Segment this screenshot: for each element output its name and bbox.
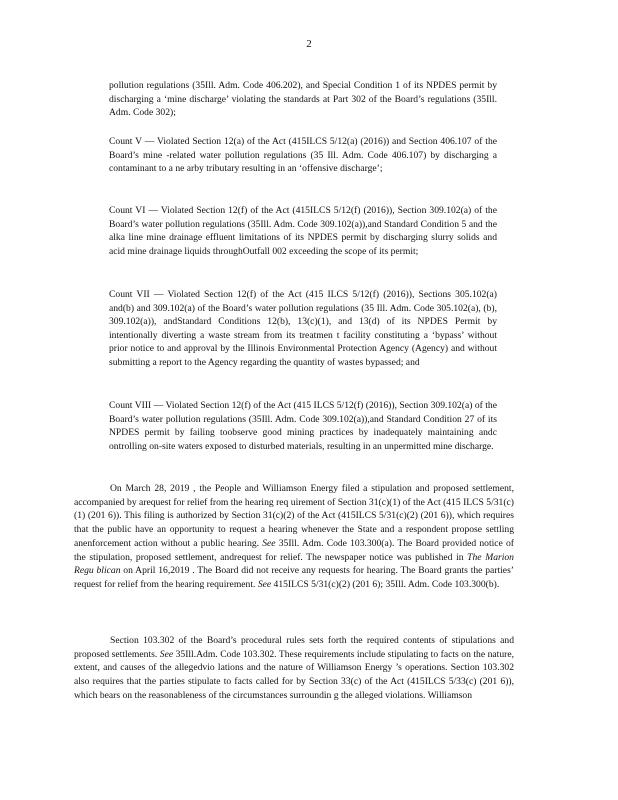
stipulation-paragraph — [74, 482, 514, 592]
procedural-rules-paragraph — [74, 634, 514, 703]
see-signal: See — [262, 537, 276, 549]
count-iv-continuation: pollution regulations (35Ill. Adm. Code 406.202), and Special Condition 1 of its NPDES permit by discharging a ‘mine discharge’ violating the standards at Part 302 of the Board’s regulations (35Ill. Adm. Code 302); — [109, 80, 497, 119]
rules-text-1: Section 103.302 of the Board’s procedural rules sets forth the required contents of stipulations and proposed settlements. — [74, 635, 514, 660]
newspaper-name: The Marion Regu blican — [74, 551, 514, 577]
count-v: Count V — Violated Section 12(a) of the Act (415ILCS 5/12(a) (2016)) and Section 406.107 of the Board’s mine -related water pollution regulations (35 Ill. Adm. Code 406.107) by discharging a contaminant to a ne arby tributary resulting in an ‘offensive discharge’; — [109, 136, 497, 175]
see-signal: See — [159, 648, 174, 660]
count-vi: Count VI — Violated Section 12(f) of the Act (415ILCS 5/12(f) (2016)), Section 309.102(a) of the Board’s water pollution regulations (35Ill. Adm. Code 309.102(a)),and Standard Condition 5 and the alka line mine drainage effluent limitations of its NPDES permit by discharging slurry solids and acid mine drainage liquids throughOutfall 002 exceeding the scope of its permit; — [109, 205, 497, 257]
stipulation-text-3: on April 16,2019 . The Board did not receive any requests for hearing. The Board grants the parties’ request for relief from the hearing requirement. — [74, 565, 514, 590]
see-signal: See — [257, 578, 272, 590]
count-vii: Count VII — Violated Section 12(f) of the Act (415 ILCS 5/12(f) (2016)), Sections 305.102(a) and(b) and 309.102(a) of the Board’s water pollution regulations (35 Ill. Adm. Code 305.102(a), (b), 309.102(a)), andStandard Conditions 12(b), 13(c)(1), and 13(d) of its NPDES Permit by intentionally diverting a waste stream from its treatmen t facility constituting a ‘bypass’ without prior notice to and approval by the Illinois Environmental Protection Agency (Agency) and without submitting a report to the Agency regarding the quantity of wastes bypassed; and — [109, 289, 497, 368]
stipulation-text-1: On March 28, 2019 , the People and Williamson Energy filed a stipulation and proposed settlement, accompanied by arequest for relief from the hearing req uirement of Section 31(c)(1) of the Act (415 ILCS 5/31(c)(1) (201 6)). This filing is authorized by Section 31(c)(2) of the Act (415ILCS 5/31(c)(2) (201 6)), which requires that the public have an opportunity to request a hearing whenever the State and a respondent propose settling anenforcement action without a public hearing. — [74, 483, 514, 549]
stipulation-text-2: 35Ill. Adm. Code 103.300(a). The Board provided notice of the stipulation, proposed settlement, andrequest for relief. The newspaper notice was published in — [74, 537, 514, 563]
rules-text-2: 35Ill.Adm. Code 103.302. These requirements include stipulating to facts on the nature, extent, and causes of the allegedvio lations and the nature of Williamson Energy ’s operations. Section 103.302 also requires that the parties stipulate to facts called for by Section 33(c) of the Act (415ILCS 5/33(c) (201 6)), which bears on the reasonableness of the circumstances surroundin g the alleged violations. Williamson — [74, 648, 514, 701]
page-number: 2 — [306, 38, 312, 50]
count-viii: Count VIII — Violated Section 12(f) of the Act (415 ILCS 5/12(f) (2016)), Section 309.102(a) of the Board’s water pollution regulations (35Ill. Adm. Code 309.102(a)),and Standard Condition 27 of its NPDES permit by failing toobserve good mining practices by inadequately maintaining andc ontrolling on-site waters exposed to disturbed materials, resulting in an unpermitted mine discharge. — [109, 400, 497, 452]
stipulation-text-4: 415ILCS 5/31(c)(2) (201 6); 35Ill. Adm. Code 103.300(b). — [271, 578, 500, 590]
